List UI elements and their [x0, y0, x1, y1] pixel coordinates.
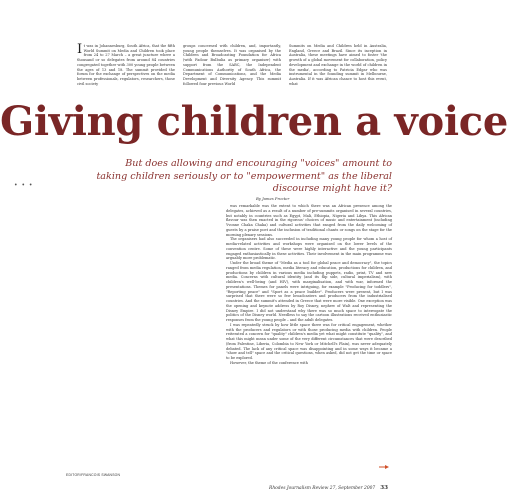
body-paragraph: was remarkable was the extent to which there was an African presence among the delegates, achieved as a result of a number of pre-summits organised in several countries, but notably in countries such as Egypt, Mali, Ethiopia, Nigeria and Libya. This African flavour was then enacted in the rigorous' choices of music and entertainment (including Yvonne Chaka Chaka) and cultural activities that ranged from the daily welcoming of guests by a praise poet and the inclusion of traditional chants or songs on the stage for the morning plenary sessions.: [226, 204, 392, 237]
intro-text-1: t was in Johannesburg, South Africa, that the fifth World Summit on Media and Children took place from 24 to 27 March – a great juncture where a thousand or so delegates from around 84 countries congregated together with 300 young people between the ages of 13 and 18. The summit provided the forum for the exchange of perspectives on the media between professionals, regulators, researchers, those civil society: [77, 44, 175, 86]
body-paragraph: I was repeatedly struck by how little space there was for critical engagement, whether with the producers and regulators or with those producing media with children. People reiterated a concern for "quality" children's media yet what might constitute "quality", and what this might mean under some of the very different circumstances that were described (from Palestine, Liberia, Colombia to New York or Mitchell's Plain), was never adequately debated. The lack of any critical space was disappointing and in some ways it became a "show and tell" space and the critical questions, when asked, did not get the time or space to be explored.: [226, 322, 392, 360]
intro-text-2: groups concerned with children, and, importantly, young people themselves. It was organised by the Children and Broadcasting Foundation for Africa (with Fadour Bulbulia as primary organiser) with support from the SABC, the Independent Communications Authority of South Africa, the Department of Communications, and the Media Development and Diversity Agency. This summit followed four previous World: [183, 44, 281, 86]
byline: By James Procter: [256, 196, 290, 201]
body-paragraph: Under the broad theme of "Media as a tool for global peace and democracy", the topics ranged from media regulation, media literacy and education, productions for children, and productions by children in various media including puppets, radio, print, TV and new media. Concerns with cultural identity (and its flip side, cultural imperialism), with children's well-being (and HIV), with marginalisation, and with war, informed the presentations. Themes for panels were intriguing, for example "Producing for toddlers", "Reporting peace" and "Sport as a peace builder". Producers were present, but I was surprised that there were so few broadcasters and producers from the industrialised countries. And the summit's attended in Greece that were more visible. One exception was the opening and keynote address by Roy Disney, nephew of Walt and representing the Disney Empire. I did not understand why there was so much space to interrogate the politics of the Disney world. Needless to say the cartoon illustrations received enthusiastic responses from the young people – and the adult delegates.: [226, 261, 392, 322]
section-dots: • • •: [14, 182, 34, 189]
photo-credit: EDITOR/FRANCOIS SWANSON: [66, 473, 121, 477]
page-number: 33: [380, 485, 388, 491]
intro-columns: [77, 44, 387, 96]
article-headline: Giving children a voice: [0, 98, 508, 145]
standfirst: But does allowing and encouraging "voices" amount to taking children seriously or to "empowerment" as the liberal discourse might have it?: [96, 158, 392, 195]
publication-name: Rhodes Journalism Review 27, September 2007: [269, 486, 376, 491]
intro-column-3: [289, 44, 387, 96]
arrow-right-icon: [379, 465, 389, 469]
intro-text-3: Summits on Media and Children held in Australia, England, Greece and Brazil. Since its inception in Australia, these meetings have aimed to foster 'the growth of a global movement for collaboration, policy development and exchange in the world of children in the media', according to Patricia Edgar who was instrumental in the founding summit in Melbourne, Australia. If it was African chance to host this event, what: [289, 44, 387, 86]
body-paragraph: However, the theme of the conference with: [230, 360, 308, 365]
body-paragraph: The organisers had also succeeded in including many young people for whom a host of media-related activities and workshops were organised on the lower levels of the convention centre. Some of these were highly interactive and the young participants engaged enthusiastically in these activities. Their involvement in the main programme was arguably more problematic.: [226, 237, 392, 261]
intro-column-1: [77, 44, 175, 96]
drop-cap: I: [77, 42, 83, 57]
article-body: [226, 204, 392, 466]
page-footer: [269, 485, 388, 491]
intro-column-2: [183, 44, 281, 96]
photo-area: [10, 196, 215, 478]
